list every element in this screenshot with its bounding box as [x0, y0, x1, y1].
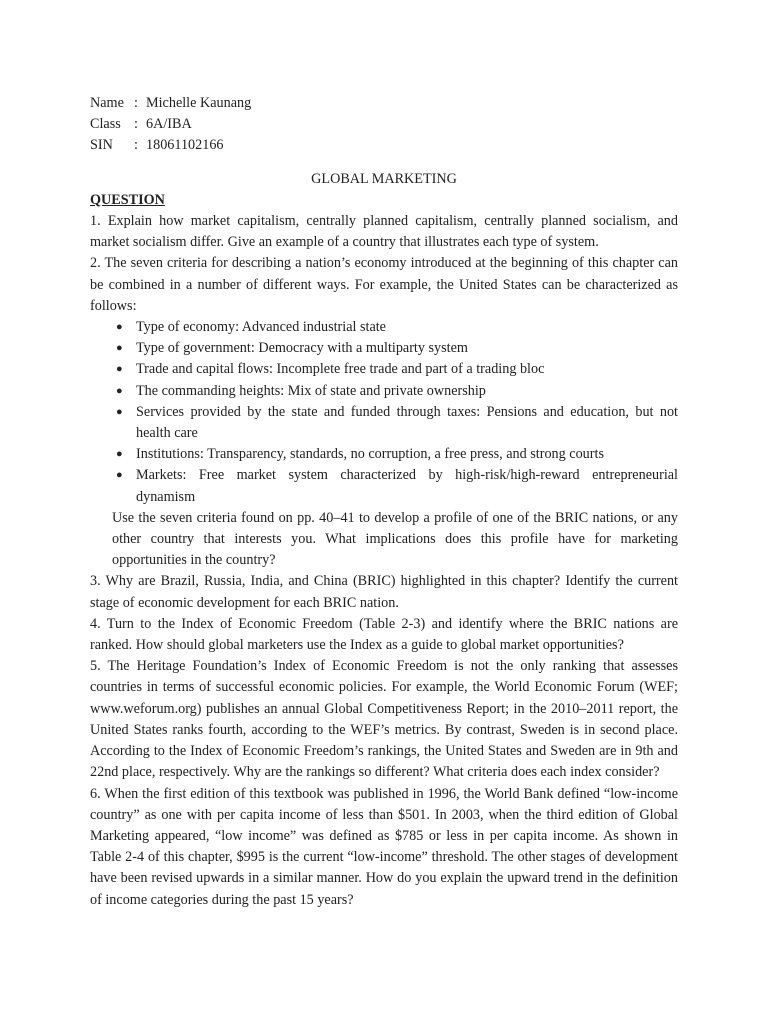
- list-item-text: Type of government: Democracy with a multiparty system: [136, 340, 468, 357]
- bullet-icon: ●: [116, 363, 123, 376]
- list-item: [90, 381, 678, 402]
- sin-separator: :: [134, 137, 138, 154]
- list-item-text: Trade and capital flows: Incomplete free trade and part of a trading bloc: [136, 361, 545, 378]
- list-item-text: Type of economy: Advanced industrial state: [136, 319, 386, 336]
- list-item-text: Institutions: Transparency, standards, no corruption, a free press, and strong courts: [136, 446, 604, 463]
- bullet-icon: ●: [116, 405, 123, 418]
- sin-value: 18061102166: [146, 137, 224, 154]
- page-title: GLOBAL MARKETING: [311, 170, 457, 187]
- class-label: Class: [90, 116, 121, 133]
- list-item-text: Markets: Free market system characterized by high-risk/high-reward entrepreneurial dynamism: [136, 467, 678, 505]
- question-2-followup: Use the seven criteria found on pp. 40–41 to develop a profile of one of the BRIC nations, or any other country that interests you. What implications does this profile have for marketing opportunities in the country?: [112, 509, 678, 569]
- bullet-icon: ●: [116, 448, 123, 461]
- name-separator: :: [134, 95, 138, 111]
- list-item-text: The commanding heights: Mix of state and private ownership: [136, 382, 486, 399]
- bullet-icon: ●: [116, 342, 123, 355]
- bullet-icon: ●: [116, 469, 123, 482]
- criteria-list: [90, 317, 678, 508]
- list-item: [90, 359, 678, 380]
- bullet-icon: ●: [116, 321, 123, 334]
- name-label: Name: [90, 95, 124, 111]
- question-1: 1. Explain how market capitalism, centrally planned capitalism, centrally planned socialism, and market socialism differ. Give an example of a country that illustrates each type of system.: [90, 213, 678, 251]
- section-heading: QUESTION: [90, 191, 165, 208]
- name-value: Michelle Kaunang: [146, 95, 252, 111]
- question-5: 5. The Heritage Foundation’s Index of Economic Freedom is not the only ranking that assesses countries in terms of successful economic policies. For example, the World Economic Forum (WEF; www.weforum.org) publishes an annual Global Competitiveness Report; in the 2010–2011 report, the United States ranks fourth, according to the WEF’s metrics. By contrast, Sweden is in second place. According to the Index of Economic Freedom’s rankings, the United States and Sweden are in 9th and 22nd place, respectively. Why are the rankings so different? What criteria does each index consider?: [90, 658, 678, 781]
- sin-row: [90, 135, 678, 156]
- list-item: [90, 465, 678, 507]
- class-value: 6A/IBA: [146, 116, 192, 133]
- list-item: [90, 444, 678, 465]
- list-item: [90, 317, 678, 338]
- sin-label: SIN: [90, 137, 113, 154]
- class-separator: :: [134, 116, 138, 133]
- question-6: 6. When the first edition of this textbook was published in 1996, the World Bank defined “low-income country” as one with per capita income of less than $501. In 2003, when the third edition of Global Marketing appeared, “low income” was defined as $785 or less in per capita income. As shown in Table 2-4 of this chapter, $995 is the current “low-income” threshold. The other stages of development have been revised upwards in a similar manner. How do you explain the upward trend in the definition of income categories during the past 15 years?: [90, 785, 678, 908]
- bullet-icon: ●: [116, 384, 123, 397]
- document-body: [90, 93, 678, 911]
- list-item-text: Services provided by the state and funded through taxes: Pensions and education, but not health care: [136, 403, 678, 442]
- question-2-intro: 2. The seven criteria for describing a nation’s economy introduced at the beginning of this chapter can be combined in a number of different ways. For example, the United States can be characterized as follows:: [90, 255, 678, 314]
- question-4: 4. Turn to the Index of Economic Freedom (Table 2-3) and identify where the BRIC nations are ranked. How should global marketers use the Index as a guide to global market opportunities?: [90, 615, 678, 654]
- list-item: [90, 402, 678, 444]
- name-row: [90, 93, 678, 114]
- class-row: [90, 114, 678, 135]
- question-3: 3. Why are Brazil, Russia, India, and China (BRIC) highlighted in this chapter? Identify the current stage of economic development for each BRIC nation.: [90, 573, 678, 611]
- list-item: [90, 338, 678, 359]
